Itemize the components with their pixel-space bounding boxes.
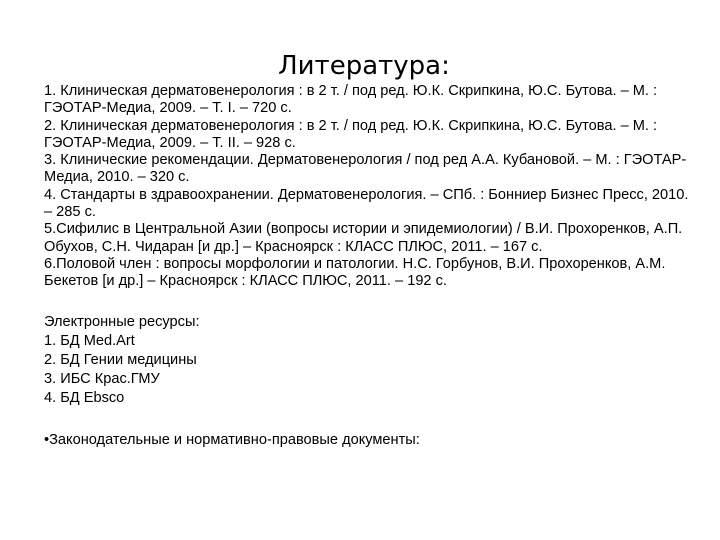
resource-item: 2. БД Гении медицины — [44, 351, 197, 368]
reference-item: 3. Клинические рекомендации. Дерматовенерология / под ред А.А. Кубановой. – М. : ГЭОТАР-Медиа, 2010. – 320 с. — [44, 152, 687, 186]
reference-item: 6.Половой член : вопросы морфологии и патологии. Н.С. Горбунов, В.И. Прохоренков, А.М. Бекетов [и др.] – Красноярск : КЛАСС ПЛЮС, 2011. – 192 с. — [44, 255, 666, 290]
reference-item: 2. Клиническая дерматовенерология : в 2 т. / под ред. Ю.К. Скрипкина, Ю.С. Бутова. – М. : ГЭОТАР-Медиа, 2009. – Т. II. – 928 с. — [44, 117, 658, 151]
references-list — [44, 83, 694, 291]
legal-documents-bullet: •Законодательные и нормативно-правовые документы: — [44, 431, 420, 448]
resource-item: 4. БД Ebsco — [44, 389, 125, 406]
reference-item: 1. Клиническая дерматовенерология : в 2 т. / под ред. Ю.К. Скрипкина, Ю.С. Бутова. – М. : ГЭОТАР-Медиа, 2009. – Т. I. – 720 с. — [44, 83, 658, 117]
resources-heading: Электронные ресурсы: — [44, 313, 200, 330]
slide-title: Литература: — [278, 51, 450, 81]
reference-item: 5.Сифилис в Центральной Азии (вопросы истории и эпидемиологии) / В.И. Прохоренков, А.П. Обухов, С.Н. Чидаран [и др.] – Красноярск : КЛАСС ПЛЮС, 2011. – 167 с. — [44, 221, 683, 255]
resource-item: 1. БД Med.Art — [44, 332, 135, 349]
reference-item: 4. Стандарты в здравоохранении. Дерматовенерология. – СПб. : Бонниер Бизнес Пресс, 2010. – 285 с. — [44, 186, 689, 221]
slide-content — [44, 83, 694, 464]
resource-item: 3. ИБС Крас.ГМУ — [44, 370, 160, 387]
electronic-resources — [44, 313, 694, 408]
